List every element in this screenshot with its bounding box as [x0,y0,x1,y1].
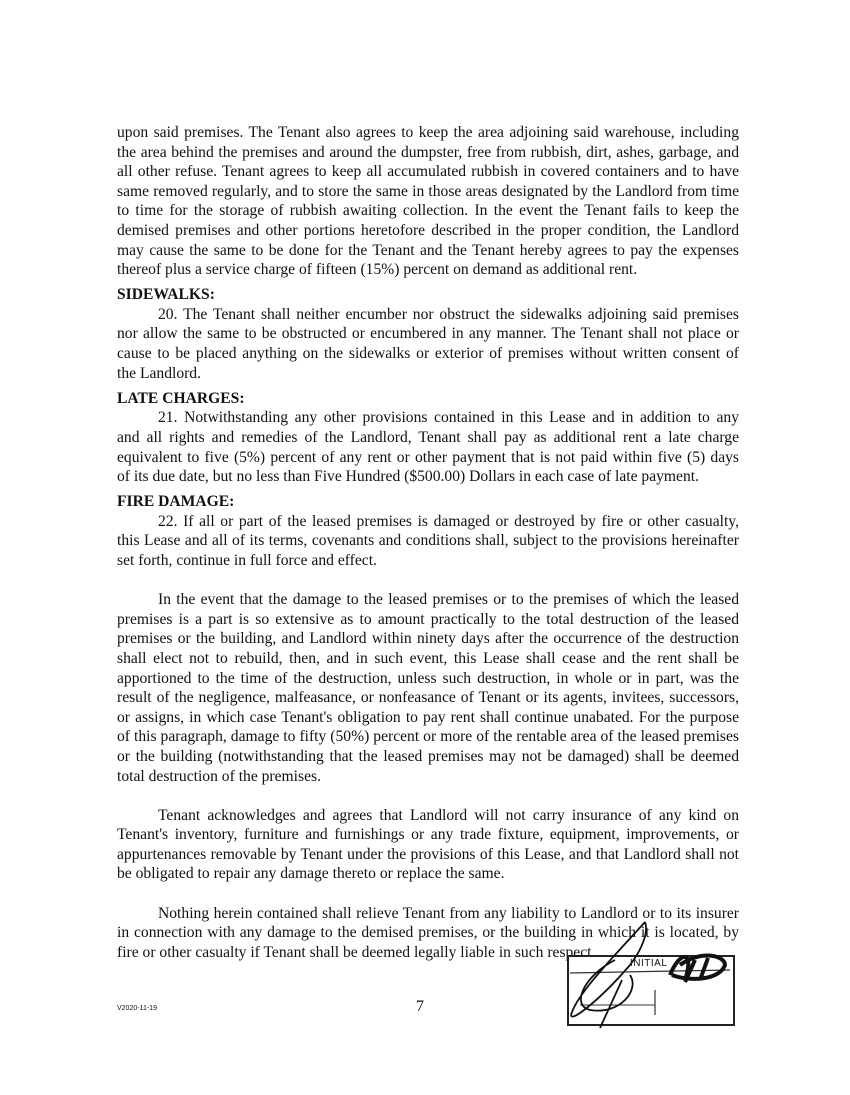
text-line: appurtenances removable by Tenant under the provisions of this Lease, and that Landlord shall not [117,845,739,863]
paragraph [117,305,739,383]
text-line: upon said premises. The Tenant also agrees to keep the area adjoining said warehouse, including [117,124,739,141]
text-line: same removed regularly, and to store the same in those areas designated by the Landlord from time [117,182,739,200]
section-heading: FIRE DAMAGE: [117,493,235,511]
text-line: or assigns, in which case Tenant's obligation to pay rent shall continue unabated. For the purpose [117,708,739,726]
text-line: demised premises and other portions heretofore described in the proper condition, the Landlord [117,221,739,239]
text-line: equivalent to five (5%) percent of any rent or other payment that is not paid within five (5) days [117,448,739,466]
text-line: 21. Notwithstanding any other provisions contained in this Lease and in addition to any [158,409,739,427]
text-line: thereof plus a service charge of fifteen (15%) percent on demand as additional rent. [117,261,638,279]
text-line: this Lease and all of its terms, covenants and conditions shall, subject to the provisions hereinafter [117,532,739,550]
text-line: premises is a part is so extensive as to amount practically to the total destruction of the leased [117,610,739,628]
text-line: the area behind the premises and around the dumpster, free from rubbish, dirt, ashes, garbage, and [117,143,739,161]
text-line: shall elect not to rebuild, then, and in such event, this Lease shall cease and the rent shall be [117,649,739,667]
text-line: nor allow the same to be obstructed or encumbered in any manner. The Tenant shall not place or [117,325,739,343]
text-line: Tenant acknowledges and agrees that Landlord will not carry insurance of any kind on [158,806,739,824]
text-line: be obligated to repair any damage thereto or replace the same. [117,865,505,883]
paragraph [117,590,739,786]
text-line: 22. If all or part of the leased premises is damaged or destroyed by fire or other casualty, [158,512,739,530]
paragraph [117,512,739,571]
section-heading: LATE CHARGES: [117,389,245,407]
text-line: set forth, continue in full force and effect. [117,551,377,569]
text-line: or the building (notwithstanding that the leased premises may not be damaged) shall be deemed [117,747,739,765]
text-line: cause to be placed anything on the sidewalks or exterior of premises without written consent of [117,345,739,363]
text-line: of its due date, but no less than Five Hundred ($500.00) Dollars in each case of late payment. [117,468,700,486]
version-label: V2020-11-19 [117,1005,157,1012]
text-line: may cause the same to be done for the Tenant and the Tenant hereby agrees to pay the expenses [117,241,739,259]
text-line: premises or the building, and Landlord within ninety days after the occurrence of the destruction [117,630,739,648]
text-line: total destruction of the premises. [117,767,321,785]
text-line: all other refuse. Tenant agrees to keep all accumulated rubbish in covered containers and to have [117,163,739,181]
paragraph [117,806,739,884]
text-line: fire or other casualty if Tenant shall be deemed legally liable in such respect. [117,943,596,961]
section-heading: SIDEWALKS: [117,286,215,304]
text-line: result of the negligence, malfeasance, or nonfeasance of Tenant or its agents, invitees, successors, [117,689,739,707]
paragraph [117,408,739,486]
text-line: apportioned to the time of the destruction, unless such destruction, in whole or in part, was the [117,669,739,687]
page-number: 7 [416,998,424,1015]
paragraph [117,123,739,280]
text-line: and all rights and remedies of the Landlord, Tenant shall pay as additional rent a late charge [117,428,739,446]
text-line: In the event that the damage to the leased premises or to the premises of which the leased [158,591,739,609]
initials-signature-icon [560,920,750,1030]
text-line: the Landlord. [117,364,202,382]
text-line: Tenant's inventory, furniture and furnishings or any trade fixture, equipment, improvements, or [117,826,739,844]
text-line: in connection with any damage to the demised premises, or the building in which it is located, by [117,924,739,942]
document-body [117,123,739,962]
initial-label: INITIAL [630,958,668,969]
text-line: of this paragraph, damage to fifty (50%) percent or more of the rentable area of the leased premises [117,728,739,746]
text-line: Nothing herein contained shall relieve Tenant from any liability to Landlord or to its insurer [158,904,739,922]
text-line: 20. The Tenant shall neither encumber nor obstruct the sidewalks adjoining said premises [158,305,739,323]
text-line: to time for the storage of rubbish awaiting collection. In the event the Tenant fails to keep the [117,202,739,220]
